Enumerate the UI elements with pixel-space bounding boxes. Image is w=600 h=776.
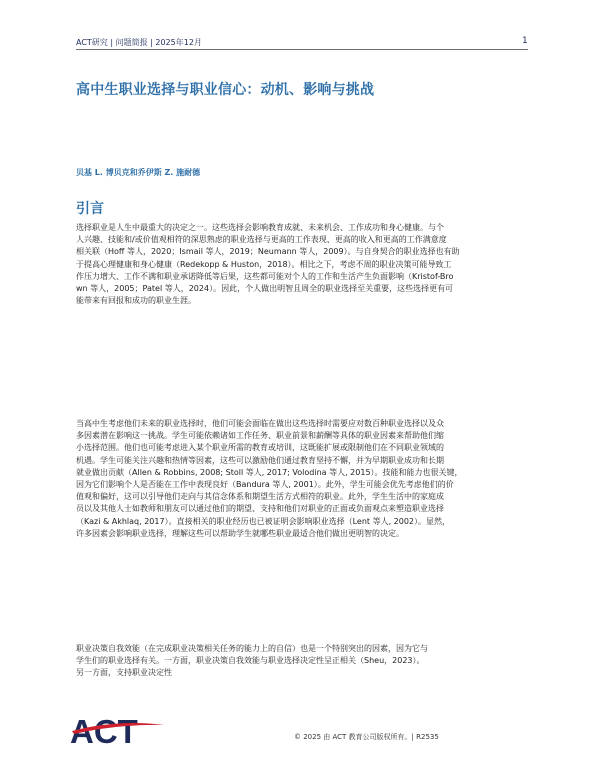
paragraph: 选择职业是人生中最重大的决定之一。这些选择会影响教育成就、未来机会、工作成功和身心健康。与个 人兴趣、技能和/或价值观相符的深思熟虑的职业选择与更高的工作表现、更高的收入和更高的工作满意度 相关联（Hoff 等人，2020；Ismail 等人，2019；Neumann 等人，2009）。与自身契合的职业选择也有助 于提高心理健康和身心健康（Redekopp & Huston，2018）。相比之下，考虑不周的职业决策可能导致工 作压力增大、工作不满和职业承诺降低等后果，这些都可能对个人的工作和生活产生负面影响（Kristof-Bro wn 等人，2005；Patel 等人，2024）。因此，个人做出明智且周全的职业选择至关重要，这些选择更有可 能带来有回报和成功的职业生涯。 <box>76 223 460 306</box>
page-number: 1 <box>522 36 528 46</box>
running-head: ACT研究 | 问题简报 | 2025年12月 <box>76 38 202 47</box>
author-line: 贝基 L. 博贝克和乔伊斯 Z. 施耐德 <box>76 168 201 177</box>
footer-copyright: © 2025 由 ACT 教育公司版权所有。| R2535 <box>294 733 439 741</box>
paragraph: 职业决策自我效能（在完成职业决策相关任务的能力上的自信）也是一个特别突出的因素，因为它与 学生们的职业选择有关。一方面，职业决策自我效能与职业选择决定性呈正相关（Sheu，2023）。 另一方面，支持职业决定性 <box>76 644 428 678</box>
act-logo <box>70 715 165 747</box>
document-title: 高中生职业选择与职业信心：动机、影响与挑战 <box>76 82 375 98</box>
section-heading-introduction: 引言 <box>76 201 104 217</box>
act-logo-text: ACT <box>70 715 138 747</box>
paragraph: 当高中生考虑他们未来的职业选择时，他们可能会面临在做出这些选择时需要应对数百种职业选择以及众 多因素潜在影响这一挑战。学生可能依赖诸如工作任务、职业前景和薪酬等具体的职业因素来帮助他们缩 小选择范围。他们也可能考虑进入某个职业所需的教育或培训，这既能扩展或限制他们在不同职业领域的 机遇。学生可能关注兴趣和热情等因素，这些可以激励他们通过教育坚持不懈，并为早期职业成功和长期 就业做出贡献（Allen & Robbins, 2008; Stoll 等人, 2017; Volodina 等人, 2015）。技能和能力也很关键， 因为它们影响个人是否能在工作中表现良好（Bandura 等人, 2001）。此外，学生可能会优先考虑他们的价 值观和偏好，这可以引导他们走向与其信念体系和期望生活方式相符的职业。此外，学生生活中的家庭成 员以及其他人士如教师和朋友可以通过他们的期望、支持和他们对职业的正面或负面观点来塑造职业选择 （Kazi & Akhlaq, 2017）。直接相关的职业经历也已被证明会影响职业选择（Lent 等人, 2002）。显然， 许多因素会影响职业选择，理解这些可以帮助学生就哪些职业最适合他们做出更明智的决定。 <box>76 419 463 538</box>
header-divider <box>76 49 528 50</box>
